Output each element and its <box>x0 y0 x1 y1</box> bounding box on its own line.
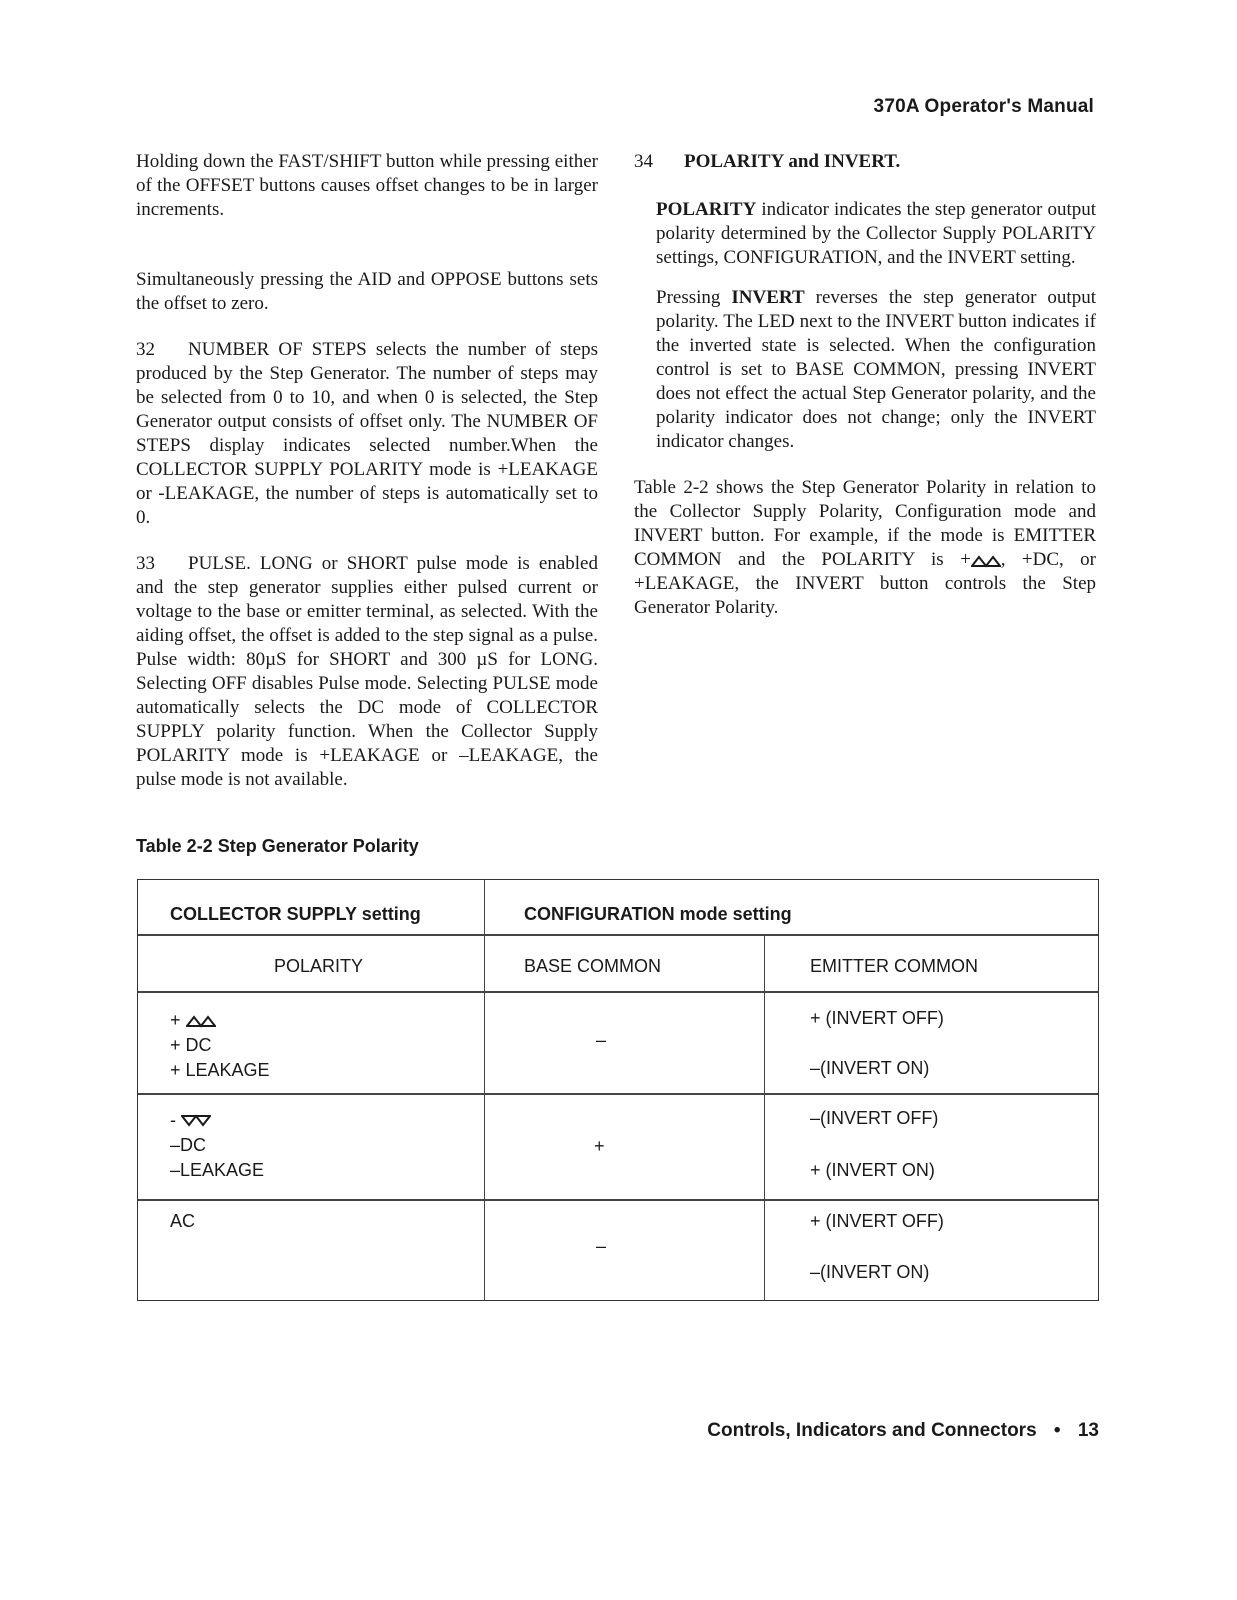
mode-negative-half-sine <box>170 1108 264 1133</box>
mode-dc: –DC <box>170 1135 207 1155</box>
item-term: NUMBER OF STEPS <box>188 339 367 360</box>
row2-base-common: + <box>594 1136 605 1156</box>
paragraph-text: indicator indicates the step generator output polarity determined by the Collector Supply POLARITY settings, CONFIGURATION, and the INVERT setting. <box>656 199 1096 268</box>
paragraph-polarity <box>634 198 1096 270</box>
paragraph-fast-shift: Holding down the FAST/SHIFT button while pressing either of the OFFSET buttons causes offset changes to be in larger increments. <box>136 151 598 220</box>
right-column <box>634 150 1096 620</box>
paragraph-invert <box>634 286 1096 454</box>
page-footer <box>707 1420 1099 1442</box>
mode-leakage: + LEAKAGE <box>170 1060 270 1080</box>
item-34-heading <box>634 150 1096 174</box>
row1-emitter-invert-on: –(INVERT ON) <box>810 1058 930 1078</box>
row3-polarity-mode: AC <box>170 1211 196 1231</box>
table-divider <box>484 880 485 1300</box>
term-invert: INVERT <box>731 287 805 308</box>
item-33-pulse <box>136 552 598 792</box>
paragraph-text: Table 2-2 shows the Step Generator Polarity in relation to the Collector Supply Polarity, Configuration mode and INVERT button. For example, if the mode is EMITTER COMMON and the POLARITY is + <box>634 477 1096 570</box>
left-column <box>136 150 598 792</box>
table-divider <box>764 934 765 1300</box>
item-number: 34 <box>634 151 653 172</box>
polarity-table <box>137 879 1099 1301</box>
table-divider <box>138 1199 1098 1201</box>
footer-section-title: Controls, Indicators and Connectors <box>707 1420 1037 1441</box>
paragraph-text: , +DC, or +LEAKAGE, the INVERT button controls the Step Generator Polarity. <box>634 549 1096 618</box>
row1-base-common: – <box>596 1030 607 1050</box>
subheader-emitter-common: EMITTER COMMON <box>810 956 978 976</box>
paragraph-lead: Pressing <box>656 287 732 308</box>
row1-polarity-modes <box>170 1008 270 1083</box>
positive-half-sine-icon <box>971 554 1001 568</box>
mode-positive-half-sine <box>170 1008 270 1033</box>
running-header: 370A Operator's Manual <box>873 96 1094 117</box>
row3-base-common: – <box>596 1236 607 1256</box>
table-divider <box>138 991 1098 993</box>
row3-emitter-invert-on: –(INVERT ON) <box>810 1262 930 1282</box>
item-number: 33 <box>136 553 155 574</box>
subheader-polarity: POLARITY <box>274 956 364 976</box>
paragraph-zero-offset: Simultaneously pressing the AID and OPPOSE buttons sets the offset to zero. <box>136 269 598 314</box>
mode-dc: + DC <box>170 1035 212 1055</box>
footer-bullet: • <box>1053 1420 1061 1441</box>
paragraph-table-reference <box>634 476 1096 620</box>
positive-half-sine-icon <box>186 1014 216 1028</box>
sign: + <box>170 1010 181 1030</box>
header-collector-supply: COLLECTOR SUPPLY setting <box>170 904 421 924</box>
row3-emitter-invert-off: + (INVERT OFF) <box>810 1211 944 1231</box>
table-caption: Table 2-2 Step Generator Polarity <box>136 836 419 856</box>
paragraph-text: reverses the step generator output polarity. The LED next to the INVERT button indicates if the inverted state is selected. When the configuration control is set to BASE COMMON, pressing INVERT does not effect the actual Step Generator polarity, and the polarity indicator does not change; only the INVERT indicator changes. <box>656 287 1096 452</box>
item-heading-text: POLARITY and INVERT. <box>684 151 901 172</box>
item-32-number-of-steps <box>136 338 598 530</box>
item-text: PULSE. LONG or SHORT pulse mode is enabled and the step generator supplies either pulsed current or voltage to the base or emitter terminal, as selected. With the aiding offset, the offset is added to the step signal as a pulse. Pulse width: 80µS for SHORT and 300 µS for LONG. Selecting OFF disables Pulse mode. Selecting PULSE mode automatically selects the DC mode of COLLECTOR SUPPLY polarity function. When the Collector Supply POLARITY mode is +LEAKAGE or –LEAKAGE, the pulse mode is not available. <box>136 553 598 790</box>
page-number: 13 <box>1077 1420 1099 1441</box>
row2-emitter-invert-off: –(INVERT OFF) <box>810 1108 939 1128</box>
negative-half-sine-icon <box>181 1114 211 1128</box>
item-number: 32 <box>136 339 155 360</box>
mode-leakage: –LEAKAGE <box>170 1160 265 1180</box>
term-polarity: POLARITY <box>656 199 757 220</box>
table-divider <box>138 934 1098 936</box>
item-text: selects the number of steps produced by the Step Generator. The number of steps may be selected from 0 to 10, and when 0 is selected, the Step Generator output consists of offset only. The NUMBER OF STEPS display indicates selected number.When the COLLECTOR SUPPLY POLARITY mode is +LEAKAGE or -LEAKAGE, the number of steps is automatically set to 0. <box>136 339 598 528</box>
table-divider <box>138 1093 1098 1095</box>
subheader-base-common: BASE COMMON <box>524 956 662 976</box>
header-configuration: CONFIGURATION mode setting <box>524 904 792 924</box>
row2-polarity-modes <box>170 1108 264 1183</box>
row2-emitter-invert-on: + (INVERT ON) <box>810 1160 935 1180</box>
sign: - <box>170 1110 176 1130</box>
row1-emitter-invert-off: + (INVERT OFF) <box>810 1008 944 1028</box>
